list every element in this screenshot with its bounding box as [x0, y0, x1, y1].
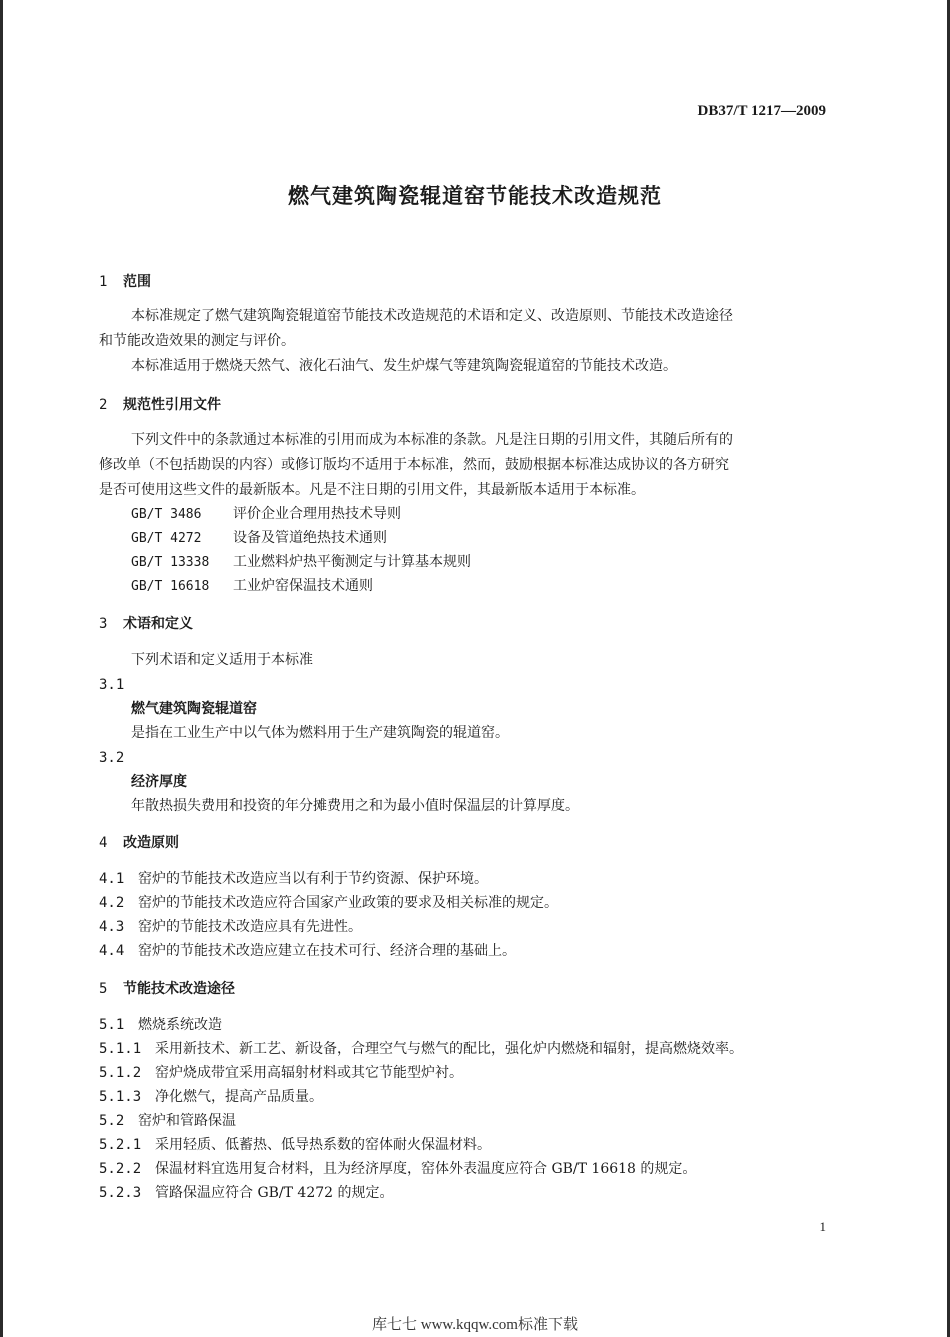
clause: 5.1.2 窑炉烧成带宜采用高辐射材料或其它节能型炉衬。: [99, 1065, 463, 1081]
reference-item: GB/T 13338 工业燃料炉热平衡测定与计算基本规则: [131, 554, 471, 570]
section-3-heading: 3 术语和定义: [99, 616, 193, 632]
clause: 5.2 窑炉和管路保温: [99, 1113, 236, 1129]
clause: 5.1 燃烧系统改造: [99, 1017, 222, 1033]
clause: 4.3 窑炉的节能技术改造应具有先进性。: [99, 919, 362, 935]
clause: 5.2.1 采用轻质、低蓄热、低导热系数的窑体耐火保温材料。: [99, 1137, 491, 1153]
paragraph: 和节能改造效果的测定与评价。: [99, 333, 295, 349]
section-1-heading: 1 范围: [99, 274, 151, 290]
clause: 5.2.3 管路保温应符合 GB/T 4272 的规定。: [99, 1185, 394, 1201]
paragraph: 下列文件中的条款通过本标准的引用而成为本标准的条款。凡是注日期的引用文件，其随后所有的: [131, 432, 733, 448]
term-number: 3.1: [99, 677, 125, 693]
standard-code: DB37/T 1217—2009: [697, 103, 826, 119]
paragraph: 修改单（不包括勘误的内容）或修订版均不适用于本标准，然而，鼓励根据本标准达成协议的各方研究: [99, 457, 729, 473]
paragraph: 本标准适用于燃烧天然气、液化石油气、发生炉煤气等建筑陶瓷辊道窑的节能技术改造。: [131, 358, 677, 374]
paragraph: 下列术语和定义适用于本标准: [131, 652, 313, 668]
term-name: 经济厚度: [131, 774, 187, 790]
reference-item: GB/T 4272 设备及管道绝热技术通则: [131, 530, 387, 546]
term-definition: 是指在工业生产中以气体为燃料用于生产建筑陶瓷的辊道窑。: [131, 725, 509, 741]
footer-watermark: 库七七 www.kqqw.com标准下载: [372, 1317, 578, 1333]
term-definition: 年散热损失费用和投资的年分摊费用之和为最小值时保温层的计算厚度。: [131, 798, 579, 814]
clause: 5.2.2 保温材料宜选用复合材料，且为经济厚度，窑体外表温度应符合 GB/T 16618 的规定。: [99, 1161, 697, 1177]
clause: 5.1.3 净化燃气，提高产品质量。: [99, 1089, 323, 1105]
paragraph: 是否可使用这些文件的最新版本。凡是不注日期的引用文件，其最新版本适用于本标准。: [99, 482, 645, 498]
section-2-heading: 2 规范性引用文件: [99, 397, 221, 413]
paragraph: 本标准规定了燃气建筑陶瓷辊道窑节能技术改造规范的术语和定义、改造原则、节能技术改造途径: [131, 308, 733, 324]
reference-item: GB/T 16618 工业炉窑保温技术通则: [131, 578, 373, 594]
term-number: 3.2: [99, 750, 125, 766]
section-5-heading: 5 节能技术改造途径: [99, 981, 235, 997]
clause: 4.1 窑炉的节能技术改造应当以有利于节约资源、保护环境。: [99, 871, 488, 887]
document-title: 燃气建筑陶瓷辊道窑节能技术改造规范: [288, 184, 662, 208]
section-4-heading: 4 改造原则: [99, 835, 179, 851]
reference-item: GB/T 3486 评价企业合理用热技术导则: [131, 506, 401, 522]
clause: 4.2 窑炉的节能技术改造应符合国家产业政策的要求及相关标准的规定。: [99, 895, 558, 911]
term-name: 燃气建筑陶瓷辊道窑: [131, 701, 257, 717]
page-number: 1: [819, 1219, 826, 1234]
clause: 5.1.1 采用新技术、新工艺、新设备，合理空气与燃气的配比，强化炉内燃烧和辐射，提高燃烧效率。: [99, 1041, 743, 1057]
clause: 4.4 窑炉的节能技术改造应建立在技术可行、经济合理的基础上。: [99, 943, 516, 959]
